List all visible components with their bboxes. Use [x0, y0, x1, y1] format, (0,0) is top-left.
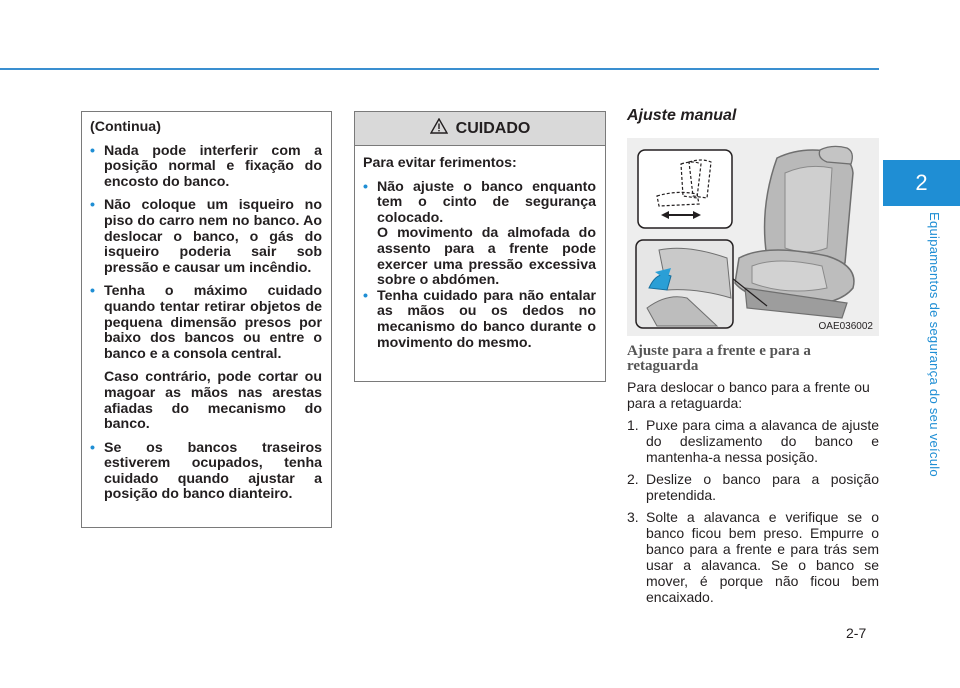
- step-text: Puxe para cima a alavanca de ajuste do deslizamento do banco e mantenha-a nessa posição.: [646, 417, 879, 465]
- section-heading: Ajuste manual: [627, 107, 737, 124]
- warning-continued-box: [81, 111, 332, 528]
- caution-item: [363, 180, 596, 289]
- page-number: 2-7: [846, 625, 867, 641]
- continued-label: (Continua): [90, 119, 161, 135]
- caution-intro: Para evitar ferimentos:: [363, 155, 517, 171]
- warning-list: [90, 144, 322, 363]
- caution-header: [355, 112, 605, 146]
- header-rule: [0, 68, 879, 70]
- subsection-heading: Ajuste para a frente e para a retaguarda: [627, 343, 811, 374]
- step-item: [627, 471, 879, 503]
- warning-indent-paragraph: Caso contrário, pode cortar ou magoar as mãos nas arestas afiadas do mecanismo do banco.: [104, 369, 322, 433]
- step-item: [627, 509, 879, 605]
- warning-item: • Nada pode interferir com a posição normal e fixação do encosto do banco.: [90, 144, 322, 191]
- step-item: [627, 417, 879, 465]
- warning-list-2: [90, 441, 322, 503]
- instructions: [627, 379, 879, 611]
- chapter-title: Equipamentos de segurança do seu veículo: [927, 212, 942, 477]
- step-text: Solte a alavanca e verifique se o banco ficou bem preso. Empurre o banco para a frente e para trás sem usar a alavanca. Se o banco se mover, é porque não ficou bem encaixado.: [646, 509, 879, 605]
- caution-list: [363, 180, 596, 352]
- caution-box: [354, 111, 606, 382]
- step-text: Deslize o banco para a posição pretendida.: [646, 471, 879, 503]
- seat-figure: [627, 138, 879, 336]
- warning-triangle-icon: [430, 118, 448, 139]
- instructions-intro: Para deslocar o banco para a frente ou para a retaguarda:: [627, 379, 870, 411]
- caution-item-extra: O movimento da almofada do assento para a frente pode exercer uma pressão excessiva sobre o abdómen.: [377, 225, 596, 289]
- warning-item: • Não coloque um isqueiro no piso do carro nem no banco. Ao deslocar o banco, o gás do isqueiro poderia sair sob pressão e causar um incêndio.: [90, 198, 322, 276]
- step-number: 3.: [627, 509, 639, 525]
- warning-item: • Tenha o máximo cuidado quando tentar retirar objetos de pequena dimensão presos por baixo dos bancos ou entre o banco e a consola central.: [90, 284, 322, 362]
- caution-item-text: Não ajuste o banco enquanto tem o cinto de segurança colocado.: [377, 178, 596, 226]
- seat-illustration: [627, 138, 879, 336]
- caution-item: • Tenha cuidado para não entalar as mãos ou os dedos no mecanismo do banco durante o movimento do mesmo.: [363, 289, 596, 351]
- step-number: 2.: [627, 471, 639, 487]
- caution-title: CUIDADO: [455, 119, 531, 137]
- warning-item: • Se os bancos traseiros estiverem ocupados, tenha cuidado quando ajustar a posição do banco dianteiro.: [90, 441, 322, 503]
- step-number: 1.: [627, 417, 639, 433]
- figure-code: OAE036002: [818, 321, 873, 332]
- chapter-tab[interactable]: 2: [883, 160, 960, 206]
- steps-list: [627, 417, 879, 605]
